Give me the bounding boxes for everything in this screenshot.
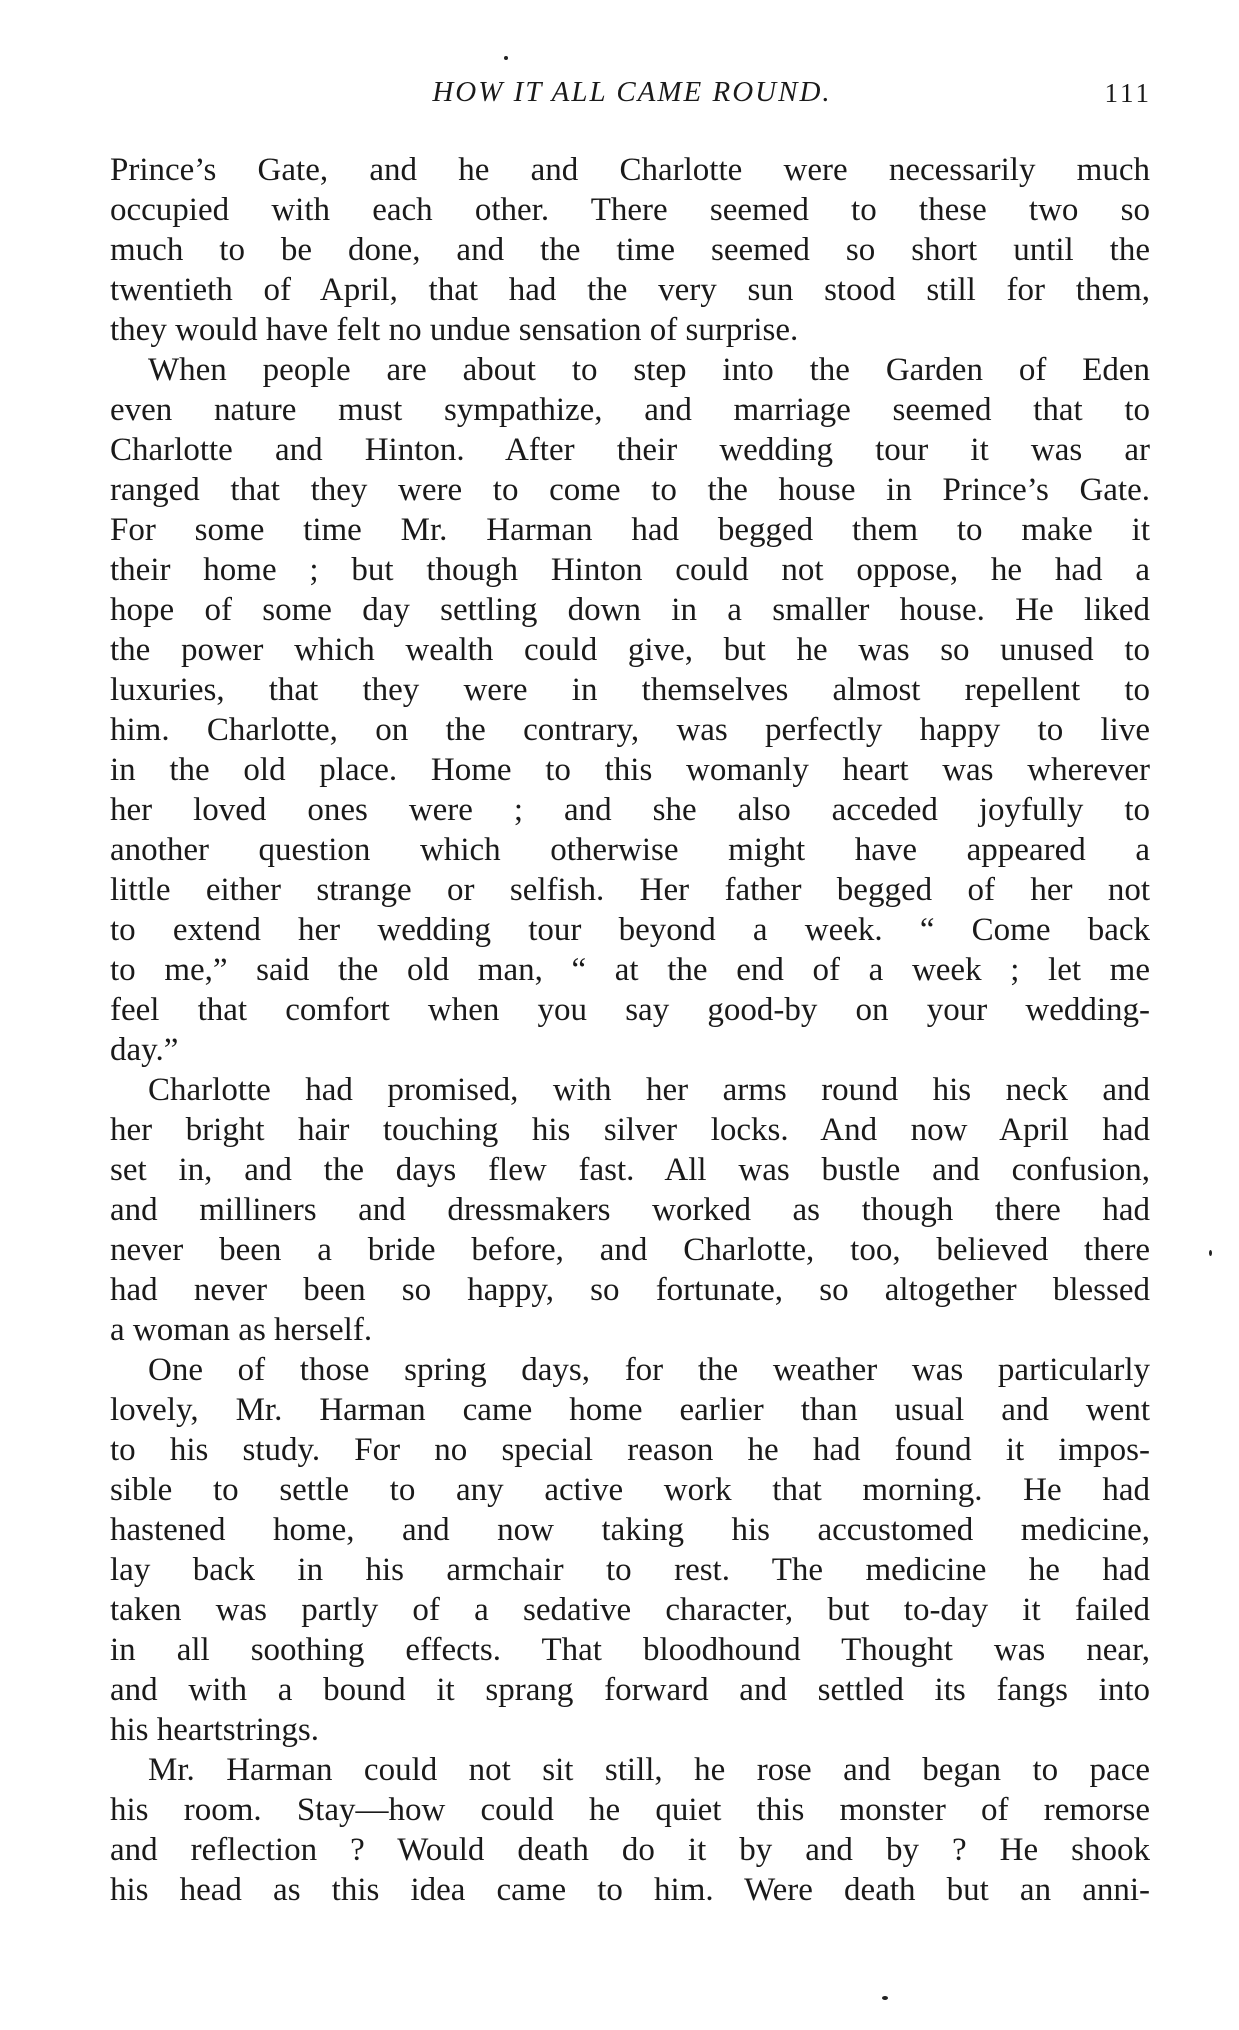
text-line: lovely, Mr. Harman came home earlier than usual and went (110, 1392, 1150, 1428)
text-line: their home ; but though Hinton could not oppose, he had a (110, 552, 1150, 588)
text-line: Mr. Harman could not sit still, he rose and began to pace (148, 1752, 1150, 1788)
text-line: twentieth of April, that had the very sun stood still for them, (110, 272, 1150, 308)
text-line: his head as this idea came to him. Were death but an anni- (110, 1872, 1150, 1908)
scan-speck-bottom (882, 1996, 888, 2000)
text-line: occupied with each other. There seemed to these two so (110, 192, 1150, 228)
running-title: HOW IT ALL CAME ROUND. (432, 76, 832, 108)
text-line: to me,” said the old man, “ at the end of a week ; let me (110, 952, 1150, 988)
running-head (112, 76, 1152, 116)
text-line: to his study. For no special reason he had found it impos- (110, 1432, 1150, 1468)
scan-speck-right (1209, 1250, 1212, 1256)
text-line: never been a bride before, and Charlotte, too, believed there (110, 1232, 1150, 1268)
text-line: her bright hair touching his silver locks. And now April had (110, 1112, 1150, 1148)
text-line: luxuries, that they were in themselves almost repellent to (110, 672, 1150, 708)
text-line: a woman as herself. (110, 1312, 373, 1348)
text-line: the power which wealth could give, but he was so unused to (110, 632, 1150, 668)
text-line: to extend her wedding tour beyond a week. “ Come back (110, 912, 1150, 948)
text-line: Charlotte and Hinton. After their wedding tour it was ar (110, 432, 1150, 468)
text-line: set in, and the days flew fast. All was bustle and confusion, (110, 1152, 1150, 1188)
text-line: ranged that they were to come to the house in Prince’s Gate. (110, 472, 1150, 508)
text-line: little either strange or selfish. Her father begged of her not (110, 872, 1150, 908)
text-line: they would have felt no undue sensation of surprise. (110, 312, 799, 348)
text-line: For some time Mr. Harman had begged them to make it (110, 512, 1150, 548)
text-line: and milliners and dressmakers worked as though there had (110, 1192, 1150, 1228)
scan-speck-top (504, 56, 508, 60)
text-line: lay back in his armchair to rest. The medicine he had (110, 1552, 1150, 1588)
text-line: One of those spring days, for the weather was particularly (148, 1352, 1150, 1388)
text-line: taken was partly of a sedative character, but to-day it failed (110, 1592, 1150, 1628)
text-line: much to be done, and the time seemed so short until the (110, 232, 1150, 268)
body-text (110, 150, 1150, 1910)
text-line: hastened home, and now taking his accustomed medicine, (110, 1512, 1150, 1548)
text-line: day.” (110, 1032, 179, 1068)
page-number: 111 (1104, 78, 1152, 108)
text-line: in the old place. Home to this womanly heart was wherever (110, 752, 1150, 788)
text-line: and with a bound it sprang forward and settled its fangs into (110, 1672, 1150, 1708)
text-line: him. Charlotte, on the contrary, was perfectly happy to live (110, 712, 1150, 748)
text-line: another question which otherwise might have appeared a (110, 832, 1150, 868)
text-line: Prince’s Gate, and he and Charlotte were necessarily much (110, 152, 1150, 188)
text-line: Charlotte had promised, with her arms round his neck and (148, 1072, 1150, 1108)
text-line: feel that comfort when you say good-by on your wedding- (110, 992, 1150, 1028)
text-line: even nature must sympathize, and marriage seemed that to (110, 392, 1150, 428)
text-line: and reflection ? Would death do it by and by ? He shook (110, 1832, 1150, 1868)
text-line: her loved ones were ; and she also acceded joyfully to (110, 792, 1150, 828)
text-line: sible to settle to any active work that morning. He had (110, 1472, 1150, 1508)
text-line: his heartstrings. (110, 1712, 319, 1748)
text-line: hope of some day settling down in a smaller house. He liked (110, 592, 1150, 628)
text-line: When people are about to step into the Garden of Eden (148, 352, 1150, 388)
text-line: in all soothing effects. That bloodhound Thought was near, (110, 1632, 1150, 1668)
text-line: his room. Stay—how could he quiet this monster of remorse (110, 1792, 1150, 1828)
text-line: had never been so happy, so fortunate, so altogether blessed (110, 1272, 1150, 1308)
